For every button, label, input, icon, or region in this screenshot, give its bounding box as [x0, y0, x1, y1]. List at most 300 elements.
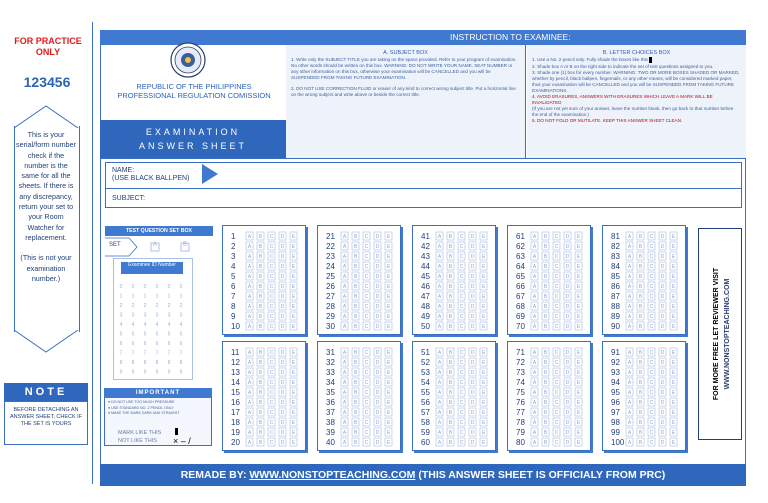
- choice-letter: D: [280, 410, 285, 416]
- choice-letter: C: [269, 430, 274, 436]
- note-title: NOTE: [4, 383, 88, 401]
- choice-letter: D: [280, 244, 285, 250]
- choice-letter: D: [375, 284, 380, 290]
- question-number: 62: [516, 242, 525, 251]
- sheet-title-line1: EXAMINATION: [145, 127, 241, 137]
- id-digit-bubble[interactable]: 9: [131, 369, 135, 376]
- choice-letter: B: [638, 324, 643, 330]
- choice-letter: C: [459, 420, 464, 426]
- choice-letter: E: [671, 264, 676, 270]
- choice-letter: D: [280, 284, 285, 290]
- choice-letter: B: [353, 400, 358, 406]
- choice-letter: C: [364, 274, 369, 280]
- id-digit-bubble[interactable]: 9: [155, 369, 159, 376]
- choice-letter: B: [638, 390, 643, 396]
- choice-letter: A: [532, 314, 537, 320]
- set-selector[interactable]: [105, 236, 213, 258]
- choice-letter: D: [375, 380, 380, 386]
- choice-letter: D: [375, 234, 380, 240]
- choice-letter: A: [532, 410, 537, 416]
- choice-letter: B: [448, 370, 453, 376]
- id-digit-bubble[interactable]: 7: [119, 350, 123, 357]
- mark-like-label: MARK LIKE THIS: [118, 430, 162, 436]
- choice-letter: B: [543, 284, 548, 290]
- choice-letter: A: [437, 234, 442, 240]
- choice-letter: C: [554, 410, 559, 416]
- id-digit-bubble[interactable]: 6: [167, 341, 171, 347]
- choice-letter: C: [364, 410, 369, 416]
- choice-letter: E: [386, 410, 391, 416]
- choice-letter: D: [565, 324, 570, 330]
- id-digit-bubble[interactable]: 4: [119, 322, 123, 328]
- id-digit-bubble[interactable]: 3: [167, 312, 171, 319]
- choice-letter: A: [342, 440, 347, 446]
- question-number: 27: [326, 292, 335, 301]
- choice-letter: C: [649, 304, 654, 310]
- footer-banner: [100, 464, 746, 486]
- choice-letter: B: [448, 284, 453, 290]
- id-digit-bubble[interactable]: 1: [179, 293, 183, 300]
- note-text: BEFORE DETACHING AN ANSWER SHEET, CHECK IF THE SET IS YOURS: [4, 401, 88, 445]
- id-digit-bubble[interactable]: 0: [167, 284, 171, 290]
- choice-letter: E: [481, 274, 486, 280]
- choice-letter: B: [448, 410, 453, 416]
- choice-letter: B: [543, 274, 548, 280]
- choice-letter: B: [543, 234, 548, 240]
- choice-letter: A: [247, 314, 252, 320]
- choice-letter: C: [649, 440, 654, 446]
- answer-block-bubbles: [318, 342, 402, 452]
- id-digit-bubble[interactable]: 8: [131, 360, 135, 366]
- choice-letter: C: [269, 234, 274, 240]
- choice-letter: A: [342, 380, 347, 386]
- choice-letter: D: [280, 370, 285, 376]
- choice-letter: C: [554, 400, 559, 406]
- id-digit-bubble[interactable]: 2: [131, 303, 135, 309]
- choice-letter: B: [638, 440, 643, 446]
- choice-letter: B: [543, 294, 548, 300]
- choice-letter: D: [565, 400, 570, 406]
- choice-letter: C: [459, 440, 464, 446]
- choice-letter: C: [554, 380, 559, 386]
- choice-letter: C: [459, 400, 464, 406]
- choice-letter: C: [554, 420, 559, 426]
- choice-letter: E: [576, 294, 581, 300]
- box-a-title: A. SUBJECT BOX: [383, 50, 428, 56]
- id-digit-bubble[interactable]: 2: [143, 303, 147, 309]
- choice-letter: D: [565, 254, 570, 260]
- question-number: 63: [516, 252, 525, 261]
- choice-letter: B: [353, 254, 358, 260]
- choice-letter: C: [459, 390, 464, 396]
- choice-letter: B: [638, 430, 643, 436]
- choice-letter: B: [258, 350, 263, 356]
- id-digit-bubble[interactable]: 7: [143, 350, 147, 357]
- question-number: 79: [516, 428, 525, 437]
- id-digit-bubble[interactable]: 3: [155, 312, 159, 319]
- choice-letter: E: [291, 430, 296, 436]
- choice-letter: D: [660, 380, 665, 386]
- question-number: 69: [516, 312, 525, 321]
- name-field[interactable]: [112, 167, 189, 183]
- choice-letter: D: [375, 360, 380, 366]
- choice-letter: E: [481, 284, 486, 290]
- choice-letter: A: [342, 274, 347, 280]
- choice-letter: B: [638, 274, 643, 280]
- question-number: 70: [516, 322, 525, 331]
- choice-letter: D: [660, 304, 665, 310]
- box-b-item: (If you are not yet sure of your answer, leave the number blank, then go back to that number before the end of the examination.): [532, 106, 734, 118]
- choice-letter: B: [448, 264, 453, 270]
- question-number: 31: [326, 348, 335, 357]
- subject-field[interactable]: SUBJECT:: [112, 195, 146, 202]
- choice-letter: C: [459, 314, 464, 320]
- choice-letter: C: [459, 244, 464, 250]
- question-number: 60: [421, 438, 430, 447]
- id-digit-bubble[interactable]: 3: [179, 312, 183, 319]
- id-digit-bubble[interactable]: 9: [143, 369, 147, 376]
- id-digit-bubble[interactable]: 1: [167, 293, 171, 300]
- choice-letter: E: [671, 400, 676, 406]
- id-digit-bubble[interactable]: 4: [167, 322, 171, 328]
- shaded-box-icon: [649, 57, 652, 63]
- id-digit-bubble[interactable]: 1: [155, 293, 159, 300]
- choice-letter: B: [543, 350, 548, 356]
- choice-letter: C: [554, 294, 559, 300]
- id-digit-bubble[interactable]: 3: [119, 312, 123, 319]
- choice-letter: D: [660, 410, 665, 416]
- choice-letter: B: [638, 380, 643, 386]
- choice-letter: C: [364, 400, 369, 406]
- box-b-item: 5. DO NOT FOLD OR MUTILATE. KEEP THIS ANSWER SHEET CLEAN.: [532, 118, 683, 124]
- choice-letter: D: [470, 390, 475, 396]
- question-number: 66: [516, 282, 525, 291]
- id-digit-bubble[interactable]: 8: [155, 360, 159, 366]
- choice-letter: E: [576, 234, 581, 240]
- choice-letter: B: [543, 324, 548, 330]
- choice-letter: D: [565, 440, 570, 446]
- choice-letter: A: [437, 314, 442, 320]
- choice-letter: A: [342, 360, 347, 366]
- id-digit-bubble[interactable]: 2: [167, 303, 171, 309]
- choice-letter: E: [671, 410, 676, 416]
- question-number: 55: [421, 388, 430, 397]
- question-number: 17: [231, 408, 240, 417]
- id-digit-bubble[interactable]: 9: [179, 369, 183, 376]
- id-digit-bubble[interactable]: 6: [131, 341, 135, 347]
- choice-letter: B: [258, 324, 263, 330]
- choice-letter: D: [375, 324, 380, 330]
- choice-letter: C: [554, 314, 559, 320]
- choice-letter: D: [375, 264, 380, 270]
- id-digit-bubble[interactable]: 2: [119, 303, 123, 309]
- choice-letter: E: [386, 274, 391, 280]
- choice-letter: C: [649, 360, 654, 366]
- choice-letter: A: [532, 420, 537, 426]
- choice-letter: B: [448, 440, 453, 446]
- id-digit-bubble[interactable]: 0: [119, 284, 123, 290]
- correct-mark-icon: [175, 428, 178, 435]
- id-digit-bubble[interactable]: 8: [119, 360, 123, 366]
- id-digit-bubble[interactable]: 5: [179, 331, 183, 338]
- choice-letter: B: [543, 304, 548, 310]
- id-digit-bubble[interactable]: 6: [143, 341, 147, 347]
- choice-letter: D: [565, 370, 570, 376]
- id-digit-bubble[interactable]: 4: [179, 322, 183, 328]
- choice-letter: E: [386, 254, 391, 260]
- choice-letter: E: [576, 400, 581, 406]
- choice-letter: A: [247, 234, 252, 240]
- id-digit-bubble[interactable]: 5: [143, 331, 147, 338]
- choice-letter: B: [353, 440, 358, 446]
- id-digit-bubble[interactable]: 5: [167, 331, 171, 338]
- id-digit-bubble[interactable]: 5: [119, 331, 123, 338]
- stub-instructions: [16, 130, 76, 284]
- choice-letter: E: [481, 254, 486, 260]
- question-number: 64: [516, 262, 525, 271]
- choice-letter: C: [554, 304, 559, 310]
- choice-letter: B: [353, 294, 358, 300]
- choice-letter: B: [258, 370, 263, 376]
- choice-letter: A: [342, 244, 347, 250]
- wrong-mark-icons: × – /: [173, 436, 191, 445]
- choice-letter: B: [638, 360, 643, 366]
- question-number: 35: [326, 388, 335, 397]
- choice-letter: D: [660, 350, 665, 356]
- choice-letter: E: [481, 304, 486, 310]
- serial-explanation: This is your serial/form number check if the number is the same for all the sheets. If there is any discrepancy, return your set to your Room Watcher for replacement.: [16, 130, 76, 242]
- choice-letter: A: [342, 370, 347, 376]
- choice-letter: A: [532, 390, 537, 396]
- choice-letter: E: [481, 420, 486, 426]
- choice-letter: B: [448, 400, 453, 406]
- choice-letter: E: [576, 274, 581, 280]
- question-number: 91: [611, 348, 620, 357]
- choice-letter: E: [576, 380, 581, 386]
- choice-letter: E: [671, 370, 676, 376]
- choice-letter: D: [565, 234, 570, 240]
- id-digit-bubble[interactable]: 6: [179, 341, 183, 347]
- choice-letter: E: [576, 350, 581, 356]
- id-digit-bubble[interactable]: 0: [131, 284, 135, 290]
- choice-letter: D: [470, 380, 475, 386]
- question-number: 26: [326, 282, 335, 291]
- choice-letter: B: [448, 360, 453, 366]
- id-digit-bubble[interactable]: 6: [155, 341, 159, 347]
- id-digit-bubble[interactable]: 7: [179, 350, 183, 357]
- question-number: 25: [326, 272, 335, 281]
- choice-letter: B: [638, 400, 643, 406]
- choice-letter: A: [247, 370, 252, 376]
- choice-letter: A: [627, 440, 632, 446]
- question-number: 3: [231, 252, 236, 261]
- question-number: 16: [231, 398, 240, 407]
- id-digit-bubble[interactable]: 9: [119, 369, 123, 376]
- choice-letter: A: [532, 380, 537, 386]
- choice-letter: A: [247, 244, 252, 250]
- id-digit-bubble[interactable]: 8: [143, 360, 147, 366]
- choice-letter: C: [649, 430, 654, 436]
- choice-letter: D: [280, 420, 285, 426]
- choice-letter: A: [532, 370, 537, 376]
- id-digit-bubble[interactable]: 4: [143, 322, 147, 328]
- footer-prefix: REMADE BY:: [180, 469, 250, 481]
- answer-block-bubbles: [413, 342, 497, 452]
- choice-letter: E: [671, 304, 676, 310]
- choice-letter: B: [543, 360, 548, 366]
- choice-letter: B: [543, 440, 548, 446]
- id-digit-bubble[interactable]: 1: [131, 293, 135, 300]
- question-number: 80: [516, 438, 525, 447]
- footer-link[interactable]: WWW.NONSTOPTEACHING.COM: [249, 469, 416, 481]
- choice-letter: D: [375, 294, 380, 300]
- choice-letter: A: [342, 400, 347, 406]
- choice-letter: A: [437, 430, 442, 436]
- answer-block: [602, 341, 686, 451]
- question-number: 52: [421, 358, 430, 367]
- choice-letter: A: [437, 284, 442, 290]
- choice-letter: A: [627, 284, 632, 290]
- name-separator: [106, 188, 741, 189]
- choice-letter: B: [638, 284, 643, 290]
- id-digit-bubble[interactable]: 8: [179, 360, 183, 366]
- choice-letter: A: [247, 254, 252, 260]
- choice-letter: D: [280, 430, 285, 436]
- choice-letter: B: [353, 264, 358, 270]
- choice-letter: E: [291, 350, 296, 356]
- id-digit-bubble[interactable]: 3: [131, 312, 135, 319]
- choice-letter: D: [280, 350, 285, 356]
- choice-letter: C: [364, 360, 369, 366]
- choice-letter: E: [576, 314, 581, 320]
- choice-letter: A: [247, 400, 252, 406]
- choice-letter: A: [627, 324, 632, 330]
- choice-letter: D: [565, 274, 570, 280]
- id-digit-bubble[interactable]: 9: [167, 369, 171, 376]
- choice-letter: E: [481, 360, 486, 366]
- choice-letter: B: [258, 380, 263, 386]
- choice-letter: E: [481, 400, 486, 406]
- choice-letter: E: [481, 430, 486, 436]
- choice-letter: D: [470, 244, 475, 250]
- id-digit-bubble[interactable]: 0: [143, 284, 147, 290]
- question-number: 2: [231, 242, 236, 251]
- id-digit-bubble[interactable]: 4: [131, 322, 135, 328]
- question-number: 59: [421, 428, 430, 437]
- important-item: ● MAKE THE MARK DARK AND STRAIGHT: [108, 411, 180, 415]
- choice-letter: B: [258, 440, 263, 446]
- important-item: ● DO NOT USE TOO MUCH PRESSURE: [108, 400, 175, 404]
- id-digit-bubble[interactable]: 0: [179, 284, 183, 290]
- set-a-label: A: [153, 242, 158, 248]
- choice-letter: D: [660, 264, 665, 270]
- id-digit-bubble[interactable]: 2: [155, 303, 159, 309]
- choice-letter: B: [543, 400, 548, 406]
- choice-letter: D: [565, 264, 570, 270]
- choice-letter: E: [291, 380, 296, 386]
- question-number: 71: [516, 348, 525, 357]
- choice-letter: C: [364, 244, 369, 250]
- choice-letter: D: [470, 234, 475, 240]
- choice-letter: B: [448, 254, 453, 260]
- id-digit-bubble[interactable]: 5: [155, 331, 159, 338]
- box-b-item: 2. Shade box A or B on the right side to indicate the set of test questions assigned to you.: [532, 64, 714, 70]
- id-digit-bubble[interactable]: 7: [155, 350, 159, 357]
- choice-letter: A: [627, 274, 632, 280]
- choice-letter: A: [627, 370, 632, 376]
- id-digit-bubble[interactable]: 8: [167, 360, 171, 366]
- choice-letter: A: [342, 420, 347, 426]
- id-digit-bubble[interactable]: 1: [143, 293, 147, 300]
- choice-letter: E: [291, 410, 296, 416]
- choice-letter: A: [627, 254, 632, 260]
- choice-letter: E: [291, 264, 296, 270]
- choice-letter: A: [437, 264, 442, 270]
- choice-letter: E: [481, 294, 486, 300]
- answer-block: [412, 341, 496, 451]
- choice-letter: A: [342, 294, 347, 300]
- choice-letter: A: [342, 324, 347, 330]
- id-digit-bubble[interactable]: 1: [119, 293, 123, 300]
- choice-letter: A: [437, 440, 442, 446]
- id-digit-bubble[interactable]: 7: [131, 350, 135, 357]
- choice-letter: A: [532, 274, 537, 280]
- choice-letter: E: [291, 294, 296, 300]
- choice-letter: D: [470, 430, 475, 436]
- choice-letter: D: [375, 304, 380, 310]
- question-number: 42: [421, 242, 430, 251]
- id-digit-bubble[interactable]: 7: [167, 350, 171, 357]
- choice-letter: A: [342, 314, 347, 320]
- choice-letter: B: [638, 350, 643, 356]
- choice-letter: D: [660, 244, 665, 250]
- question-number: 95: [611, 388, 620, 397]
- choice-letter: B: [543, 410, 548, 416]
- choice-letter: A: [342, 304, 347, 310]
- choice-letter: B: [543, 390, 548, 396]
- choice-letter: D: [660, 234, 665, 240]
- choice-letter: B: [543, 370, 548, 376]
- choice-letter: A: [532, 324, 537, 330]
- mark-examples: [118, 429, 161, 445]
- choice-letter: A: [627, 264, 632, 270]
- id-digit-bubble[interactable]: 0: [155, 284, 159, 290]
- question-number: 23: [326, 252, 335, 261]
- choice-letter: D: [470, 314, 475, 320]
- important-item-text: DO NOT USE TOO MUCH PRESSURE: [111, 400, 175, 404]
- choice-letter: E: [291, 234, 296, 240]
- choice-letter: D: [470, 264, 475, 270]
- question-number: 48: [421, 302, 430, 311]
- choice-letter: D: [470, 440, 475, 446]
- choice-letter: E: [576, 440, 581, 446]
- id-digit-bubble[interactable]: 4: [155, 322, 159, 328]
- choice-letter: D: [470, 370, 475, 376]
- id-digit-bubble[interactable]: 3: [143, 312, 147, 319]
- examinee-id-grid[interactable]: [115, 280, 191, 378]
- choice-letter: E: [386, 244, 391, 250]
- id-digit-bubble[interactable]: 6: [119, 341, 123, 347]
- choice-letter: D: [565, 304, 570, 310]
- choice-letter: B: [353, 420, 358, 426]
- choice-letter: B: [258, 244, 263, 250]
- id-digit-bubble[interactable]: 5: [131, 331, 135, 338]
- choice-letter: C: [459, 304, 464, 310]
- sheet-title: [100, 120, 286, 158]
- choice-letter: C: [649, 274, 654, 280]
- id-digit-bubble[interactable]: 2: [179, 303, 183, 309]
- question-number: 90: [611, 322, 620, 331]
